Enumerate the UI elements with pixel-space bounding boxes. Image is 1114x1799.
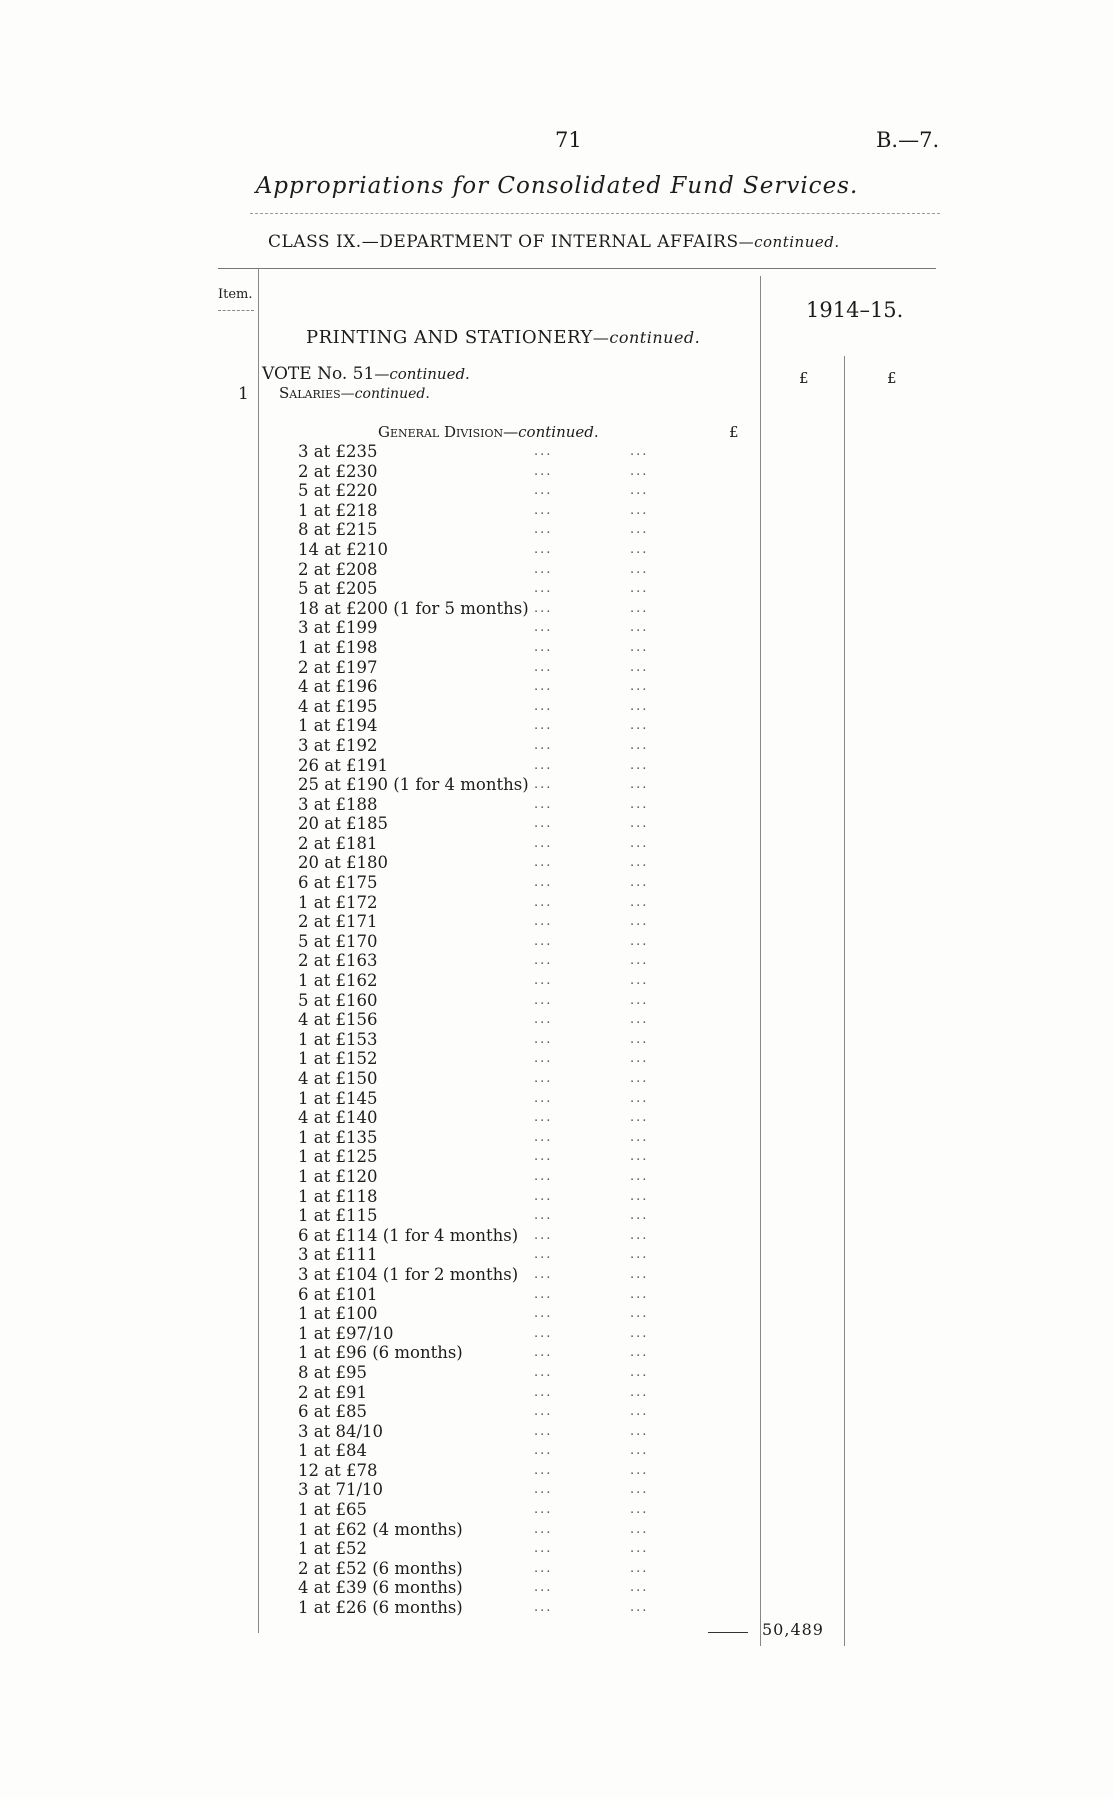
row-leader: ... bbox=[630, 1286, 649, 1302]
row-leader: ... bbox=[630, 522, 649, 538]
row-description: 1 at £218 bbox=[298, 500, 378, 520]
row-leader: ... bbox=[534, 1012, 553, 1028]
row-leader: ... bbox=[534, 600, 553, 616]
row-description: 18 at £200 (1 for 5 months) bbox=[298, 598, 529, 618]
row-description: 1 at £84 bbox=[298, 1441, 367, 1461]
row-description: 3 at 84/10 bbox=[298, 1421, 384, 1441]
page-title: Appropriations for Consolidated Fund Services. bbox=[255, 173, 859, 199]
row-leader: ... bbox=[534, 698, 553, 714]
row-leader: ... bbox=[630, 992, 649, 1008]
row-description: 5 at £205 bbox=[298, 579, 378, 599]
row-leader: ... bbox=[630, 561, 649, 577]
row-leader: ... bbox=[534, 875, 553, 891]
table-top-rule bbox=[218, 268, 936, 269]
row-leader: ... bbox=[534, 1462, 553, 1478]
header-rule bbox=[250, 213, 940, 214]
row-leader: ... bbox=[630, 698, 649, 714]
row-leader: ... bbox=[534, 444, 553, 459]
row-leader: ... bbox=[534, 1071, 553, 1086]
row-leader: ... bbox=[534, 953, 553, 969]
row-leader: ... bbox=[630, 1482, 649, 1498]
row-leader: ... bbox=[630, 463, 649, 479]
row-leader: ... bbox=[630, 1325, 649, 1341]
row-leader: ... bbox=[630, 1188, 649, 1204]
salaries-continued: —continued. bbox=[340, 386, 430, 402]
row-leader: ... bbox=[534, 1482, 553, 1498]
row-leader: ... bbox=[534, 1110, 553, 1126]
row-leader: ... bbox=[630, 875, 649, 891]
row-leader: ... bbox=[630, 1266, 649, 1282]
class-heading-main: CLASS IX.—DEPARTMENT OF INTERNAL AFFAIRS bbox=[268, 232, 739, 252]
pound-column-1-heading: £ bbox=[799, 369, 809, 387]
subtotal-rule bbox=[708, 1632, 748, 1633]
vote-continued: —continued. bbox=[374, 365, 470, 383]
row-leader: ... bbox=[534, 796, 553, 812]
row-leader: ... bbox=[630, 1051, 649, 1067]
row-description: 1 at £125 bbox=[298, 1147, 378, 1167]
amount-column-divider bbox=[760, 276, 761, 1646]
row-description: 1 at £52 bbox=[298, 1539, 367, 1559]
row-leader: ... bbox=[534, 1580, 553, 1596]
row-leader: ... bbox=[630, 1404, 649, 1420]
row-description: 8 at £95 bbox=[298, 1362, 367, 1382]
row-leader: ... bbox=[534, 1364, 553, 1380]
row-leader: ... bbox=[630, 1031, 649, 1047]
row-leader: ... bbox=[534, 639, 553, 655]
row-leader: ... bbox=[534, 541, 553, 557]
row-leader: ... bbox=[630, 1521, 649, 1537]
row-leader: ... bbox=[630, 1247, 649, 1263]
row-leader: ... bbox=[534, 620, 553, 636]
row-description: 6 at £101 bbox=[298, 1284, 378, 1304]
row-leader: ... bbox=[630, 1090, 649, 1106]
row-leader: ... bbox=[630, 502, 649, 518]
row-description: 4 at £140 bbox=[298, 1108, 378, 1128]
row-leader: ... bbox=[534, 1188, 553, 1204]
row-description: 2 at £163 bbox=[298, 951, 378, 971]
row-leader: ... bbox=[630, 1541, 649, 1557]
row-description: 12 at £78 bbox=[298, 1460, 378, 1480]
row-leader: ... bbox=[534, 1090, 553, 1106]
row-description: 1 at £100 bbox=[298, 1304, 378, 1324]
row-leader: ... bbox=[630, 1443, 649, 1459]
row-leader: ... bbox=[534, 1247, 553, 1263]
row-description: 1 at £96 (6 months) bbox=[298, 1343, 463, 1363]
row-description: 2 at £230 bbox=[298, 461, 378, 481]
row-leader: ... bbox=[534, 1560, 553, 1576]
row-leader: ... bbox=[630, 581, 649, 597]
row-leader: ... bbox=[630, 1600, 649, 1616]
row-description: 6 at £175 bbox=[298, 873, 378, 893]
row-leader: ... bbox=[534, 757, 553, 773]
row-description: 1 at £172 bbox=[298, 892, 378, 912]
row-leader: ... bbox=[630, 639, 649, 655]
row-leader: ... bbox=[630, 953, 649, 969]
row-description: 2 at £197 bbox=[298, 657, 378, 677]
row-leader: ... bbox=[534, 1051, 553, 1067]
pound-column-2-heading: £ bbox=[887, 369, 897, 387]
section-title-main: PRINTING AND STATIONERY bbox=[306, 327, 593, 348]
row-leader: ... bbox=[534, 1521, 553, 1537]
row-description: 3 at £104 (1 for 2 months) bbox=[298, 1264, 519, 1284]
row-leader: ... bbox=[630, 659, 649, 675]
row-leader: ... bbox=[630, 1071, 649, 1086]
row-leader: ... bbox=[534, 973, 553, 989]
row-description: 2 at £181 bbox=[298, 833, 378, 853]
row-leader: ... bbox=[534, 1600, 553, 1616]
row-description: 20 at £180 bbox=[298, 853, 388, 873]
row-description: 1 at £194 bbox=[298, 716, 378, 736]
row-description: 8 at £215 bbox=[298, 520, 378, 540]
row-description: 1 at £145 bbox=[298, 1088, 378, 1108]
row-leader: ... bbox=[534, 581, 553, 597]
row-description: 1 at £118 bbox=[298, 1186, 378, 1206]
row-description: 1 at £120 bbox=[298, 1166, 378, 1186]
row-leader: ... bbox=[534, 1306, 553, 1322]
row-leader: ... bbox=[534, 855, 553, 871]
row-description: 4 at £150 bbox=[298, 1069, 378, 1088]
section-title-continued: —continued. bbox=[592, 328, 701, 347]
row-leader: ... bbox=[630, 1560, 649, 1576]
row-description: 3 at £192 bbox=[298, 735, 378, 755]
row-leader: ... bbox=[534, 933, 553, 949]
row-leader: ... bbox=[630, 600, 649, 616]
row-leader: ... bbox=[630, 1306, 649, 1322]
row-description: 5 at £220 bbox=[298, 481, 378, 501]
row-leader: ... bbox=[534, 483, 553, 499]
row-leader: ... bbox=[630, 1208, 649, 1224]
row-description: 3 at 71/10 bbox=[298, 1480, 384, 1500]
row-description: 3 at £188 bbox=[298, 794, 378, 814]
row-description: 5 at £160 bbox=[298, 990, 378, 1010]
item-label-rule bbox=[218, 310, 254, 311]
row-description: 1 at £65 bbox=[298, 1500, 367, 1520]
row-leader: ... bbox=[630, 777, 649, 793]
row-leader: ... bbox=[534, 1384, 553, 1400]
row-leader: ... bbox=[630, 973, 649, 989]
row-description: 1 at £115 bbox=[298, 1206, 378, 1226]
item-column-divider bbox=[258, 268, 259, 1633]
row-description: 26 at £191 bbox=[298, 755, 388, 775]
division-total: 50,489 bbox=[762, 1620, 824, 1639]
row-description: 4 at £39 (6 months) bbox=[298, 1578, 463, 1598]
row-leader: ... bbox=[630, 933, 649, 949]
row-leader: ... bbox=[630, 679, 649, 695]
row-leader: ... bbox=[630, 816, 649, 832]
row-description: 14 at £210 bbox=[298, 539, 388, 559]
row-leader: ... bbox=[630, 1012, 649, 1028]
row-leader: ... bbox=[630, 835, 649, 851]
row-leader: ... bbox=[630, 796, 649, 812]
row-leader: ... bbox=[630, 1423, 649, 1439]
row-description: 1 at £153 bbox=[298, 1029, 378, 1049]
row-leader: ... bbox=[534, 561, 553, 577]
row-leader: ... bbox=[630, 1384, 649, 1400]
row-leader: ... bbox=[534, 1266, 553, 1282]
row-leader: ... bbox=[630, 444, 649, 459]
page-number: 71 bbox=[555, 128, 582, 152]
year-heading: 1914–15. bbox=[806, 298, 904, 322]
item-number: 1 bbox=[238, 384, 249, 404]
row-description: 2 at £91 bbox=[298, 1382, 367, 1402]
row-leader: ... bbox=[630, 855, 649, 871]
row-leader: ... bbox=[630, 737, 649, 753]
row-leader: ... bbox=[534, 1443, 553, 1459]
row-leader: ... bbox=[630, 1345, 649, 1361]
row-description: 3 at £111 bbox=[298, 1245, 378, 1265]
division-continued: —continued. bbox=[503, 423, 599, 441]
row-leader: ... bbox=[630, 1149, 649, 1165]
row-description: 2 at £208 bbox=[298, 559, 378, 579]
row-leader: ... bbox=[630, 1364, 649, 1380]
class-heading-continued: —continued. bbox=[738, 233, 840, 251]
row-description: 2 at £52 (6 months) bbox=[298, 1558, 463, 1578]
row-leader: ... bbox=[534, 463, 553, 479]
row-leader: ... bbox=[630, 1110, 649, 1126]
row-leader: ... bbox=[534, 737, 553, 753]
item-column-label: Item. bbox=[218, 287, 253, 302]
row-leader: ... bbox=[534, 1149, 553, 1165]
row-leader: ... bbox=[534, 894, 553, 910]
row-leader: ... bbox=[534, 679, 553, 695]
row-leader: ... bbox=[534, 718, 553, 734]
division-heading bbox=[378, 423, 599, 441]
row-leader: ... bbox=[630, 894, 649, 910]
row-leader: ... bbox=[534, 1129, 553, 1145]
amount-pound-heading: £ bbox=[729, 423, 739, 441]
division-title: General Division bbox=[378, 423, 504, 441]
row-leader: ... bbox=[534, 659, 553, 675]
row-leader: ... bbox=[534, 1345, 553, 1361]
row-leader: ... bbox=[534, 1031, 553, 1047]
row-description: 20 at £185 bbox=[298, 814, 388, 834]
row-description: 4 at £195 bbox=[298, 696, 378, 716]
row-leader: ... bbox=[534, 992, 553, 1008]
row-description: 6 at £85 bbox=[298, 1402, 367, 1422]
vote-label: VOTE No. 51 bbox=[262, 364, 375, 384]
row-description: 5 at £170 bbox=[298, 931, 378, 951]
row-leader: ... bbox=[630, 757, 649, 773]
row-description: 1 at £26 (6 months) bbox=[298, 1598, 463, 1618]
row-leader: ... bbox=[630, 620, 649, 636]
row-leader: ... bbox=[630, 483, 649, 499]
row-leader: ... bbox=[630, 541, 649, 557]
vote-heading bbox=[262, 364, 470, 384]
row-description: 1 at £152 bbox=[298, 1049, 378, 1069]
row-description: 4 at £196 bbox=[298, 677, 378, 697]
row-leader: ... bbox=[534, 1168, 553, 1184]
row-leader: ... bbox=[534, 816, 553, 832]
row-leader: ... bbox=[534, 1227, 553, 1243]
row-description: 1 at £62 (4 months) bbox=[298, 1519, 463, 1539]
row-leader: ... bbox=[534, 835, 553, 851]
row-leader: ... bbox=[534, 1541, 553, 1557]
row-leader: ... bbox=[534, 502, 553, 518]
row-leader: ... bbox=[534, 777, 553, 793]
row-leader: ... bbox=[534, 914, 553, 930]
row-description: 6 at £114 (1 for 4 months) bbox=[298, 1225, 519, 1245]
row-leader: ... bbox=[534, 522, 553, 538]
row-description: 3 at £235 bbox=[298, 442, 378, 461]
row-leader: ... bbox=[534, 1404, 553, 1420]
row-leader: ... bbox=[630, 1502, 649, 1518]
row-leader: ... bbox=[534, 1286, 553, 1302]
row-leader: ... bbox=[630, 1580, 649, 1596]
salaries-label: Salaries bbox=[279, 384, 341, 402]
row-description: 3 at £199 bbox=[298, 618, 378, 638]
year-subcolumn-divider bbox=[844, 356, 845, 1646]
row-leader: ... bbox=[534, 1325, 553, 1341]
row-leader: ... bbox=[534, 1208, 553, 1224]
row-description: 1 at £97/10 bbox=[298, 1323, 394, 1343]
row-leader: ... bbox=[534, 1423, 553, 1439]
row-description: 1 at £198 bbox=[298, 637, 378, 657]
row-leader: ... bbox=[630, 1227, 649, 1243]
row-leader: ... bbox=[630, 1168, 649, 1184]
row-leader: ... bbox=[534, 1502, 553, 1518]
row-leader: ... bbox=[630, 718, 649, 734]
class-heading bbox=[268, 232, 840, 252]
row-description: 1 at £135 bbox=[298, 1127, 378, 1147]
row-leader: ... bbox=[630, 1462, 649, 1478]
row-leader: ... bbox=[630, 914, 649, 930]
row-leader: ... bbox=[630, 1129, 649, 1145]
section-title bbox=[306, 327, 700, 348]
salaries-heading bbox=[279, 384, 430, 402]
row-description: 2 at £171 bbox=[298, 912, 378, 932]
row-description: 4 at £156 bbox=[298, 1010, 378, 1030]
row-description: 25 at £190 (1 for 4 months) bbox=[298, 775, 529, 795]
document-code: B.—7. bbox=[876, 128, 940, 152]
row-description: 1 at £162 bbox=[298, 971, 378, 991]
